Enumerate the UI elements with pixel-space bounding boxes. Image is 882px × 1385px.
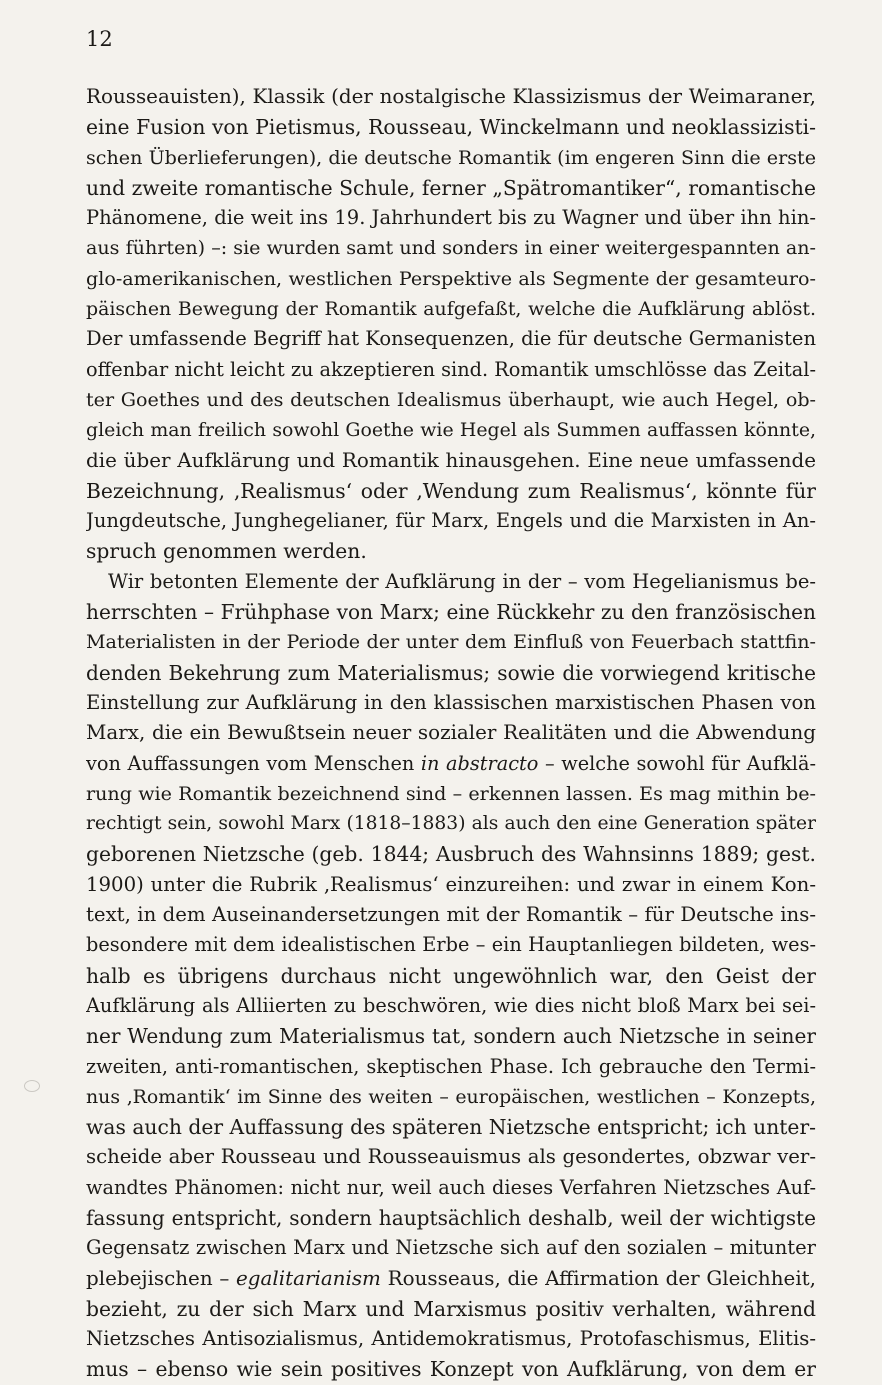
text-line: nus ‚Romantik‘ im Sinne des weiten – europäischen, westlichen – Konzepts, [86, 1085, 816, 1108]
text-line: text, in dem Auseinandersetzungen mit der Romantik – für Deutsche ins- [86, 903, 816, 927]
text-line: wandtes Phänomen: nicht nur, weil auch dieses Verfahren Nietzsches Auf- [86, 1175, 816, 1199]
text-line: Aufklärung als Alliierten zu beschwören, wie dies nicht bloß Marx bei sei- [86, 993, 816, 1017]
text-line [86, 749, 816, 779]
text-segment: plebejischen – [86, 1266, 230, 1290]
text-line: besondere mit dem idealistischen Erbe – ein Hauptanliegen bildeten, wes- [86, 933, 816, 957]
text-segment: – welche sowohl für Aufklä- [545, 751, 816, 775]
text-line: aus führten) –: sie wurden samt und sonders in einer weitergespannten an- [86, 236, 816, 260]
text-line: Der umfassende Begriff hat Konsequenzen, die für deutsche Germanisten [86, 327, 816, 351]
text-line: was auch der Auffassung des späteren Nietzsche entspricht; ich unter- [86, 1115, 816, 1140]
text-line: päischen Bewegung der Romantik aufgefaßt, welche die Aufklärung ablöst. [86, 298, 816, 321]
text-line: offenbar nicht leicht zu akzeptieren sind. Romantik umschlösse das Zeital- [86, 357, 816, 381]
text-line: Materialisten in der Periode der unter dem Einfluß von Feuerbach stattfin- [86, 630, 816, 654]
text-line: Marx, die ein Bewußtsein neuer sozialer Realitäten und die Abwendung [86, 721, 816, 745]
text-line [86, 1264, 816, 1294]
italic-term: egalitarianism [236, 1266, 381, 1290]
text-line: Jungdeutsche, Junghegelianer, für Marx, Engels und die Marxisten in An- [86, 509, 816, 533]
text-line: halb es übrigens durchaus nicht ungewöhnlich war, den Geist der [86, 963, 816, 988]
text-segment: von Auffassungen vom Menschen [86, 751, 415, 775]
text-line: bezieht, zu der sich Marx und Marxismus positiv verhalten, während [86, 1296, 816, 1321]
text-line: Phänomene, die weit ins 19. Jahrhundert bis zu Wagner und über ihn hin- [86, 206, 816, 230]
text-line: zweiten, anti-romantischen, skeptischen Phase. Ich gebrauche den Termi- [86, 1054, 816, 1078]
italic-term: in abstracto [420, 751, 539, 775]
text-line: eine Fusion von Pietismus, Rousseau, Winckelmann und neoklassizisti- [86, 115, 816, 140]
text-line: gleich man freilich sowohl Goethe wie Hegel als Summen auffassen könnte, [86, 419, 816, 442]
text-line: spruch genommen werden. [86, 539, 367, 564]
text-line: geborenen Nietzsche (geb. 1844; Ausbruch des Wahnsinns 1889; gest. [86, 842, 816, 867]
text-line: 1900) unter die Rubrik ‚Realismus‘ einzureihen: und zwar in einem Kon- [86, 872, 816, 896]
text-line: mus – ebenso wie sein positives Konzept von Aufklärung, von dem er [86, 1357, 816, 1382]
text-line: Nietzsches Antisozialismus, Antidemokratismus, Protofaschismus, Elitis- [86, 1327, 816, 1351]
text-line: denden Bekehrung zum Materialismus; sowie die vorwiegend kritische [86, 660, 816, 685]
margin-smudge [24, 1080, 40, 1092]
text-line: und zweite romantische Schule, ferner „Spätromantiker“, romantische [86, 175, 816, 200]
text-line: Wir betonten Elemente der Aufklärung in der – vom Hegelianismus be- [108, 569, 816, 593]
text-line: fassung entspricht, sondern hauptsächlich deshalb, weil der wichtigste [86, 1205, 816, 1230]
text-line: schen Überlieferungen), die deutsche Romantik (im engeren Sinn die erste [86, 145, 816, 169]
text-line: die über Aufklärung und Romantik hinausgehen. Eine neue umfassende [86, 448, 816, 472]
text-line: glo-amerikanischen, westlichen Perspektive als Segmente der gesamteuro- [86, 266, 816, 290]
body-text [86, 82, 816, 1385]
text-line: Bezeichnung, ‚Realismus‘ oder ‚Wendung zum Realismus‘, könnte für [86, 478, 816, 503]
page-number: 12 [86, 27, 113, 51]
text-line: rechtigt sein, sowohl Marx (1818–1883) als auch den eine Generation später [86, 813, 816, 835]
text-line: ner Wendung zum Materialismus tat, sondern auch Nietzsche in seiner [86, 1024, 816, 1049]
text-line: scheide aber Rousseau und Rousseauismus als gesondertes, obzwar ver- [86, 1145, 816, 1169]
text-line: herrschten – Frühphase von Marx; eine Rückkehr zu den französischen [86, 600, 816, 625]
text-line: Rousseauisten), Klassik (der nostalgische Klassizismus der Weimaraner, [86, 85, 816, 108]
text-segment: Rousseaus, die Affirmation der Gleichheit, [387, 1266, 816, 1290]
text-line: ter Goethes und des deutschen Idealismus überhaupt, wie auch Hegel, ob- [86, 387, 816, 411]
text-line: Gegensatz zwischen Marx und Nietzsche sich auf den sozialen – mitunter [86, 1236, 816, 1260]
text-line: Einstellung zur Aufklärung in den klassischen marxistischen Phasen von [86, 690, 816, 714]
text-line: rung wie Romantik bezeichnend sind – erkennen lassen. Es mag mithin be- [86, 781, 816, 805]
